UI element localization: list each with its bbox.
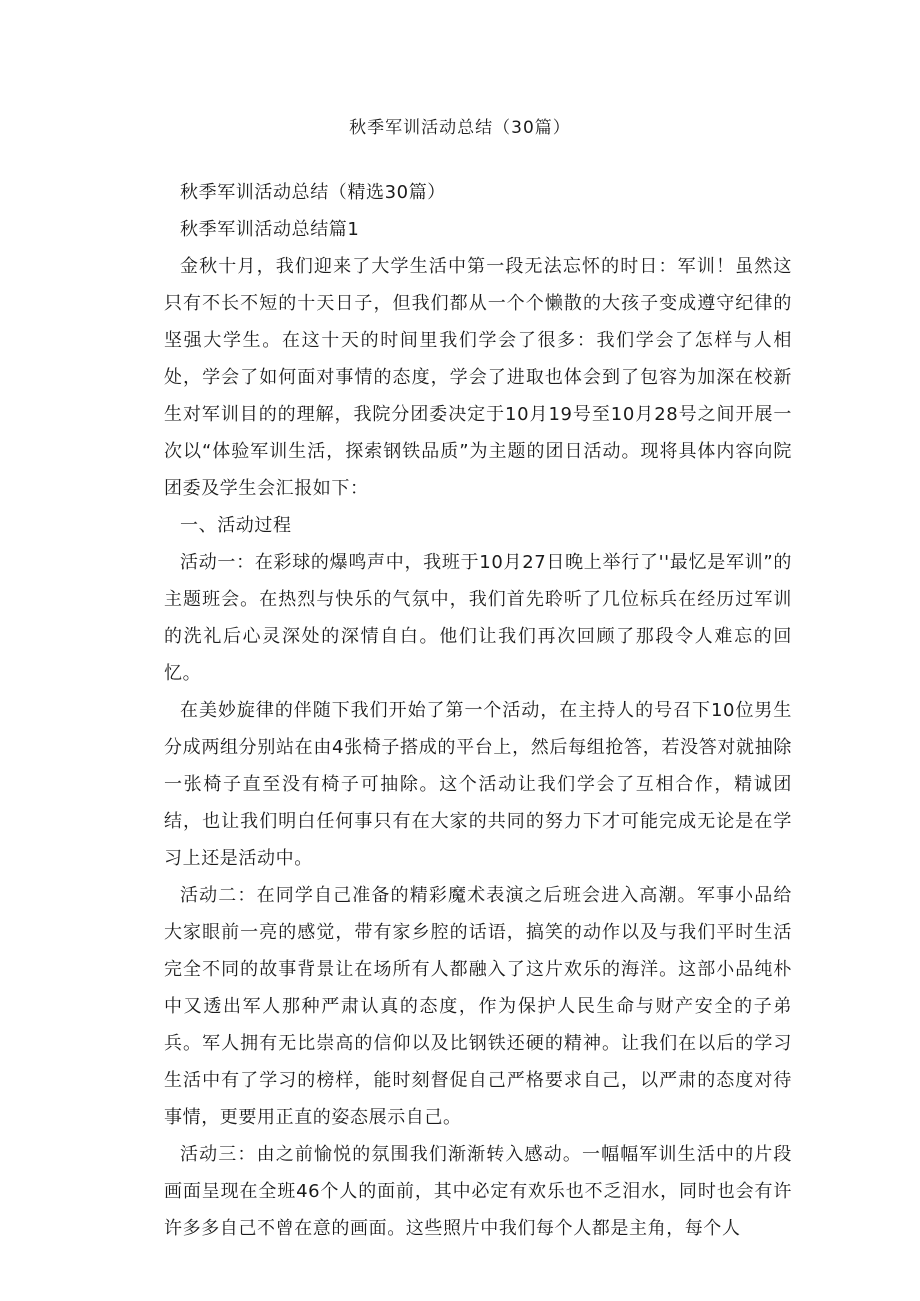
document-title: 秋季军训活动总结（30篇） [349,118,571,138]
body-paragraph: 活动三：由之前愉悦的氛围我们渐渐转入感动。一幅幅军训生活中的片段画面呈现在全班46个人的面前，其中必定有欢乐也不乏泪水，同时也会有许许多多自己不曾在意的画面。这些照片中我们每个人都是主角，每个人 [164,1144,792,1239]
subtitle-paragraph: 秋季军训活动总结（精选30篇） [180,182,446,203]
body-paragraph: 活动一：在彩球的爆鸣声中，我班于10月27日晚上举行了''最忆是军训”的主题班会。在热烈与快乐的气氛中，我们首先聆听了几位标兵在经历过军训的洗礼后心灵深处的深情自白。他们让我们再次回顾了那段令人难忘的回忆。 [164,552,792,684]
body-paragraph: 活动二：在同学自己准备的精彩魔术表演之后班会进入高潮。军事小品给大家眼前一亮的感觉，带有家乡腔的话语，搞笑的动作以及与我们平时生活完全不同的故事背景让在场所有人都融入了这片欢乐的海洋。这部小品纯朴中又透出军人那种严肃认真的态度，作为保护人民生命与财产安全的子弟兵。军人拥有无比崇高的信仰以及比钢铁还硬的精神。让我们在以后的学习生活中有了学习的榜样，能时刻督促自己严格要求自己，以严肃的态度对待事情，更要用正直的姿态展示自己。 [164,885,792,1128]
body-paragraph: 金秋十月，我们迎来了大学生活中第一段无法忘怀的时日：军训！虽然这只有不长不短的十天日子，但我们都从一个个懒散的大孩子变成遵守纪律的坚强大学生。在这十天的时间里我们学会了很多：我们学会了怎样与人相处，学会了如何面对事情的态度，学会了进取也体会到了包容为加深在校新生对军训目的的理解，我院分团委决定于10月19号至10月28号之间开展一次以“体验军训生活，探索钢铁品质”为主题的团日活动。现将具体内容向院团委及学生会汇报如下： [164,256,792,499]
document-body [164,174,792,1247]
body-paragraph: 在美妙旋律的伴随下我们开始了第一个活动，在主持人的号召下10位男生分成两组分别站在由4张椅子搭成的平台上，然后每组抢答，若没答对就抽除一张椅子直至没有椅子可抽除。这个活动让我们学会了互相合作，精诚团结，也让我们明白任何事只有在大家的共同的努力下才可能完成无论是在学习上还是活动中。 [164,700,792,869]
section-heading: 一、活动过程 [180,515,292,536]
section-heading: 秋季军训活动总结篇1 [180,219,360,240]
